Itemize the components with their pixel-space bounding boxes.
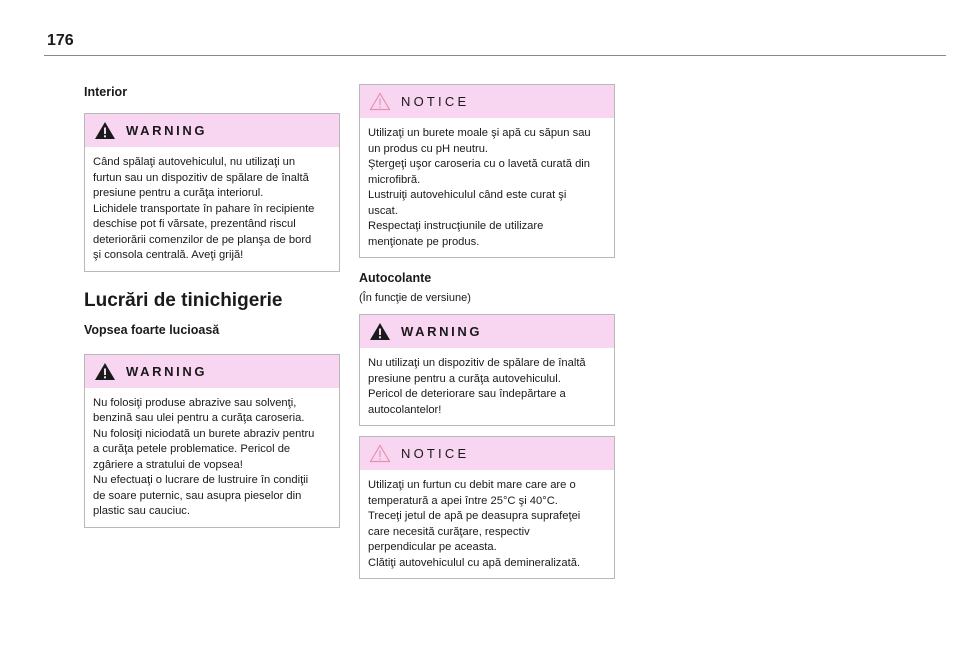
warning-line: presiune pentru a curăţa autovehiculul. [368,372,561,385]
warning-title: WARNING [126,123,208,138]
notice-line: temperatură a apei între 25°C şi 40°C. [368,494,558,507]
notice-line: uscat. [368,204,398,217]
notice-line: Treceţi jetul de apă pe deasupra suprafeţei [368,510,581,522]
warning-line: deschise pot fi vărsate, prezentând riscul [93,218,296,230]
warning-box-body [360,348,614,425]
warning-line: Nu folosiţi niciodată un burete abraziv pentru [93,427,315,440]
warning-triangle-icon [94,362,116,381]
notice-title: NOTICE [401,94,470,109]
warning-box-header [85,114,339,147]
notice-box-header [360,85,614,118]
warning-box-header [360,315,614,348]
warning-box-paint [84,354,340,528]
warning-line: plastic sau cauciuc. [93,505,191,517]
warning-title: WARNING [401,324,483,339]
notice-line: Clătiţi autovehiculul cu apă demineralizată. [368,556,581,569]
warning-line: de soare puternic, sau asupra pieselor din [93,489,302,502]
notice-box-body [360,470,614,578]
notice-line: microfibră. [368,173,421,186]
notice-line: Lustruiţi autovehiculul când este curat şi [368,189,567,201]
warning-line: Lichidele transportate în pahare în recipiente [93,202,315,215]
warning-line: deteriorării comenzilor de pe planşa de bord [93,233,312,246]
warning-title: WARNING [126,363,208,379]
notice-title: NOTICE [401,446,470,461]
warning-line: Când spălaţi autovehiculul, nu utilizaţi un [93,156,296,168]
right-column [359,84,617,579]
section-title: Lucrări de tinichigerie [84,289,283,311]
stickers-heading: Autocolante [359,271,432,285]
warning-box-body [85,388,339,527]
warning-line: zgâriere a stratului de vopsea! [93,458,243,471]
notice-triangle-icon [369,444,391,463]
notice-line: Respectaţi instrucţiunile de utilizare [368,220,544,232]
notice-line: Ştergeţi uşor caroseria cu o lavetă curată din [368,158,591,170]
notice-line: Utilizaţi un furtun cu debit mare care are o [368,479,576,491]
notice-box-body [360,118,614,257]
warning-line: Nu utilizaţi un dispozitiv de spălare de înaltă [368,357,586,369]
warning-box-interior [84,113,340,272]
notice-line: menţionate pe produs. [368,235,480,248]
notice-triangle-icon [369,92,391,111]
warning-triangle-icon [94,121,116,140]
warning-line: a curăţa petele problematice. Pericol de [93,443,291,455]
warning-triangle-icon [369,322,391,341]
notice-box-rinsing [359,436,615,579]
notice-line: perpendicular pe aceasta. [368,541,497,553]
warning-line: Nu efectuaţi o lucrare de lustruire în condiţii [93,474,309,486]
page-number: 176 [47,32,74,49]
warning-line: benzină sau ulei pentru a curăţa caroseria. [93,412,305,424]
warning-line: şi consola centrală. Aveţi grijă! [93,249,244,261]
version-note: (În funcţie de versiune) [359,292,471,304]
notice-line: care necesită curăţare, respectiv [368,525,530,538]
header-divider [44,55,946,56]
warning-box-stickers [359,314,615,426]
warning-line: Pericol de deteriorare sau îndepărtare a [368,388,566,400]
warning-line: presiune pentru a curăţa interiorul. [93,187,264,199]
notice-line: Utilizaţi un burete moale şi apă cu săpun sau [368,127,591,139]
warning-line: furtun sau un dispozitiv de spălare de înaltă [93,171,309,184]
warning-line: autocolantelor! [368,403,442,416]
interior-heading: Interior [84,85,128,99]
warning-box-header [85,355,339,388]
notice-box-header [360,437,614,470]
warning-box-body [85,147,339,271]
warning-line: Nu folosiţi produse abrazive sau solvenţi, [93,396,297,409]
gloss-heading: Vopsea foarte lucioasă [84,322,220,337]
left-column [84,85,342,528]
notice-box-washing [359,84,615,258]
notice-line: un produs cu pH neutru. [368,142,489,155]
